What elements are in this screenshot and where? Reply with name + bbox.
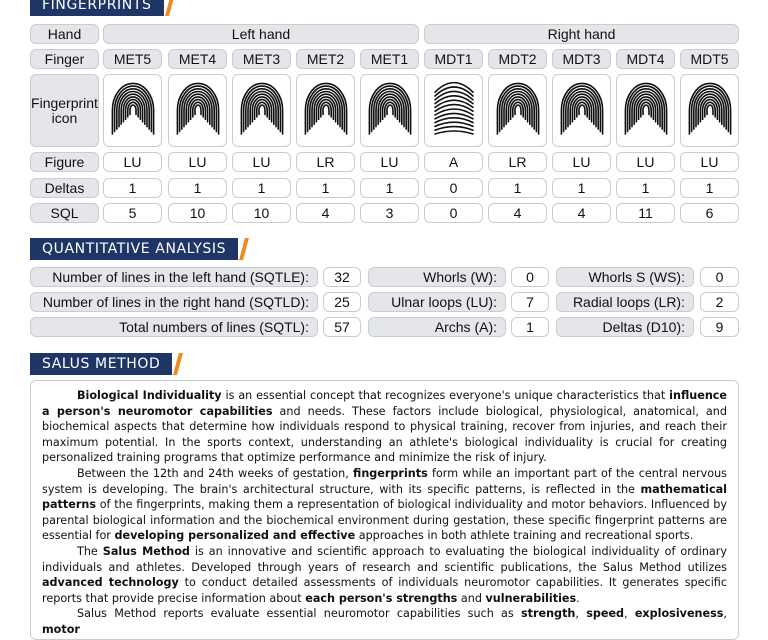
bold-text: fingerprints [353, 466, 428, 480]
sql-value: 6 [680, 203, 739, 223]
deltas-value: 1 [360, 178, 419, 198]
finger-name: MDT2 [488, 49, 547, 69]
radial-loops-label: Radial loops (LR): [556, 292, 694, 312]
deltas-value: 1 [232, 178, 291, 198]
fingerprint-cell [168, 74, 227, 147]
deltas-value: 1 [103, 178, 162, 198]
bold-text: Salus Method [102, 544, 190, 558]
salus-paragraph-2 [42, 466, 727, 544]
salus-section-header: SALUS METHOD [30, 353, 172, 375]
fingerprint-cell [680, 74, 739, 147]
fingerprint-cell [616, 74, 675, 147]
finger-name: MDT4 [616, 49, 675, 69]
sql-value: 4 [488, 203, 547, 223]
figure-value: LU [552, 152, 611, 172]
sql-value: 11 [616, 203, 675, 223]
sql-value: 10 [232, 203, 291, 223]
bold-text: vulnerabilities [485, 591, 577, 605]
fingerprint-icon [111, 82, 155, 140]
bold-text: strength [520, 607, 576, 621]
fingerprint-cell [360, 74, 419, 147]
text-segment: , [723, 607, 727, 621]
bold-text: speed [586, 607, 625, 621]
quantitative-section-header: QUANTITATIVE ANALYSIS [30, 238, 238, 260]
deltas-d10-value: 9 [700, 317, 739, 337]
deltas-value: 1 [488, 178, 547, 198]
bold-text: advanced technology [42, 576, 179, 590]
fingerprint-icon [304, 82, 348, 140]
text-segment: form while an important part of the central nervous system is developing. The brain's architectural structure, with its specific patterns, is reflected in the [42, 466, 728, 496]
bold-text: Biological Individuality [77, 389, 222, 402]
figure-label: Figure [30, 152, 99, 172]
finger-name: MDT1 [424, 49, 483, 69]
sql-value: 4 [296, 203, 355, 223]
bold-text: motor [42, 622, 80, 636]
text-segment: and needs. These factors include biological, physiological, anatomical, and biochemical aspects that determine how individuals respond to physical training, recover from injuries, and reach their maximum potential. In the sports context, understanding an athlete's biological individuality is crucial for creating personalized training programs that optimize performance and minimize the risk of injury. [42, 404, 727, 465]
deltas-label: Deltas [30, 178, 99, 198]
deltas-value: 1 [680, 178, 739, 198]
fingerprint-icon [240, 82, 284, 140]
finger-name: MET1 [360, 49, 419, 69]
whorls-s-label: Whorls S (WS): [556, 267, 694, 287]
bold-text: influence a person's neuromotor capabilities [42, 389, 727, 418]
fingerprint-icon [688, 82, 732, 140]
figure-value: LU [680, 152, 739, 172]
finger-label: Finger [30, 49, 99, 69]
text-segment: Between the 12th and 24th weeks of gestation, [77, 466, 354, 480]
fingerprint-cell [296, 74, 355, 147]
fingerprint-icon [496, 82, 540, 140]
sql-value: 0 [424, 203, 483, 223]
text-segment: The [77, 544, 103, 558]
figure-value: LR [296, 152, 355, 172]
figure-value: LU [168, 152, 227, 172]
archs-value: 1 [511, 317, 549, 337]
text-segment: is an essential concept that recognizes everyone's unique characteristics that [221, 389, 670, 402]
figure-value: LU [616, 152, 675, 172]
deltas-value: 1 [616, 178, 675, 198]
fingerprint-cell [424, 74, 483, 147]
fingerprint-icon [560, 82, 604, 140]
bold-text: explosiveness [634, 607, 724, 621]
finger-name: MET2 [296, 49, 355, 69]
text-segment: Salus Method reports evaluate essential neuromotor capabilities such as [77, 607, 521, 621]
ulnar-loops-label: Ulnar loops (LU): [368, 292, 506, 312]
ulnar-loops-value: 7 [511, 292, 549, 312]
deltas-value: 1 [296, 178, 355, 198]
figure-value: LU [232, 152, 291, 172]
finger-name: MDT5 [680, 49, 739, 69]
finger-name: MDT3 [552, 49, 611, 69]
finger-name: MET4 [168, 49, 227, 69]
archs-label: Archs (A): [368, 317, 506, 337]
sql-value: 3 [360, 203, 419, 223]
sqtle-label: Number of lines in the left hand (SQTLE): [30, 267, 318, 287]
text-segment: is an innovative and scientific approach to evaluating the biological individuality of ordinary individuals and athletes. Developed through years of research and scientific publications, the Salus Method utilizes [42, 544, 727, 574]
sqtl-value: 57 [323, 317, 361, 337]
sql-value: 5 [103, 203, 162, 223]
sqtle-value: 32 [323, 267, 361, 287]
whorls-label: Whorls (W): [368, 267, 506, 287]
text-segment: to conduct detailed assessments of individuals neuromotor capabilities. It generates specific reports that provide precise information about [42, 576, 727, 605]
text-segment: , [624, 607, 635, 621]
figure-value: LR [488, 152, 547, 172]
figure-value: LU [360, 152, 419, 172]
salus-paragraph-1 [42, 388, 727, 466]
fingerprint-cell [552, 74, 611, 147]
text-segment: approaches in both athlete training and recreational sports. [355, 529, 694, 543]
deltas-value: 1 [552, 178, 611, 198]
sqtld-label: Number of lines in the right hand (SQTLD): [30, 292, 318, 312]
text-segment: and [457, 591, 486, 605]
deltas-d10-label: Deltas (D10): [556, 317, 694, 337]
salus-method-text [30, 380, 739, 640]
salus-paragraph-3 [42, 544, 727, 606]
finger-name: MET5 [103, 49, 162, 69]
fingerprint-cell [103, 74, 162, 147]
text-segment: . [576, 591, 580, 605]
deltas-value: 1 [168, 178, 227, 198]
sqtld-value: 25 [323, 292, 361, 312]
fingerprint-icon [624, 82, 668, 140]
bold-text: developing personalized and effective [114, 529, 356, 543]
fingerprints-section-header: FINGERPRINTS [30, 0, 164, 16]
sql-label: SQL [30, 203, 99, 223]
salus-paragraph-4 [42, 606, 727, 637]
radial-loops-value: 2 [700, 292, 739, 312]
deltas-value: 0 [424, 178, 483, 198]
fingerprint-icon [176, 82, 220, 140]
fingerprint-cell [232, 74, 291, 147]
sql-value: 10 [168, 203, 227, 223]
fingerprint-icon-label: Fingerprint icon [30, 74, 99, 147]
right-hand-header: Right hand [424, 24, 739, 44]
whorls-s-value: 0 [700, 267, 739, 287]
fingerprint-icon [432, 82, 476, 140]
figure-value: A [424, 152, 483, 172]
sql-value: 4 [552, 203, 611, 223]
figure-value: LU [103, 152, 162, 172]
sqtl-label: Total numbers of lines (SQTL): [30, 317, 318, 337]
bold-text: each person's strengths [305, 591, 458, 605]
whorls-value: 0 [511, 267, 549, 287]
left-hand-header: Left hand [103, 24, 419, 44]
bold-text: mathematical patterns [42, 482, 727, 512]
fingerprint-icon [368, 82, 412, 140]
hand-label: Hand [30, 24, 99, 44]
text-segment: , [575, 607, 587, 621]
finger-name: MET3 [232, 49, 291, 69]
fingerprint-cell [488, 74, 547, 147]
text-segment: of the fingerprints, making them a representation of biological individuality and motor behaviors. Influenced by parental biological information and the biochemical environment during gestation, these specific fingerprint patterns are essential for [42, 498, 727, 543]
